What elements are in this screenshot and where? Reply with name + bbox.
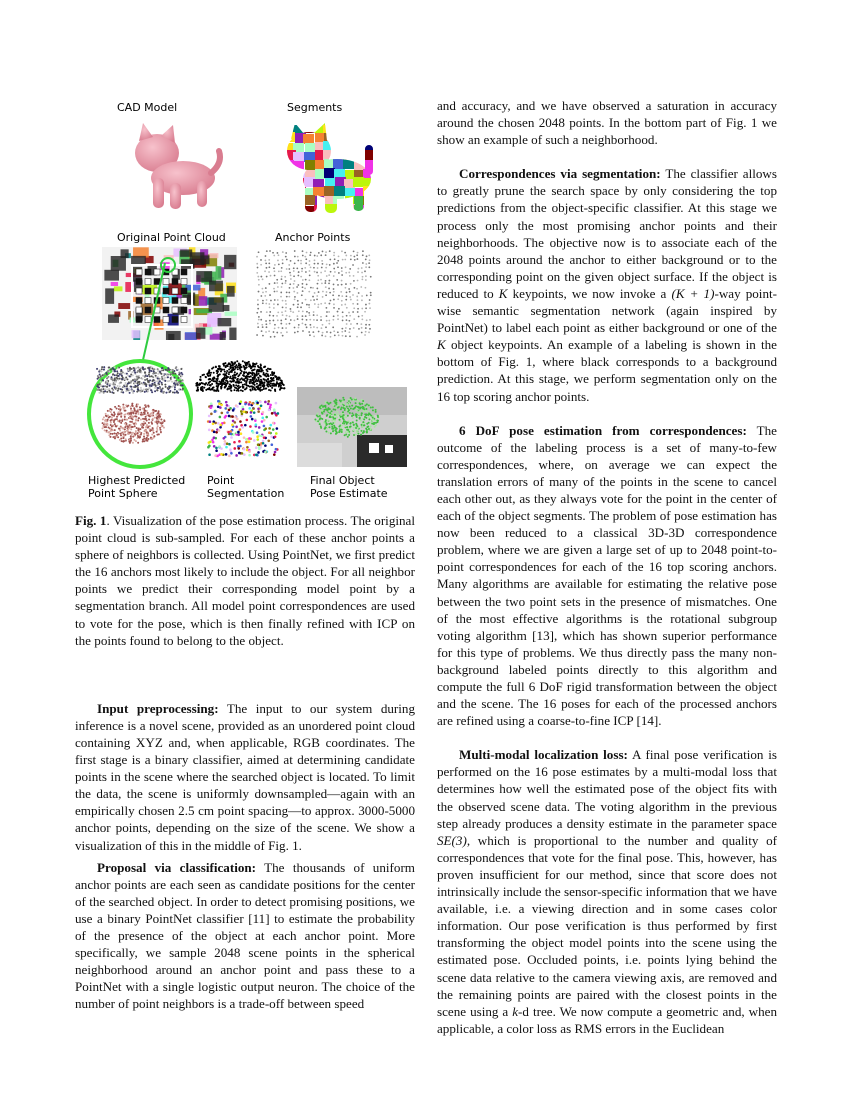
heading-input-preprocessing: Input preprocessing: (97, 700, 219, 716)
math-se3: SE(3) (437, 832, 467, 848)
math-k-small: k (512, 1003, 519, 1019)
body-input-preprocessing: The input to our system during inference is a novel scene, provided as an unordered point cloud containing XYZ and, when applicable, RGB coordinates. The first stage is a binary classifier, aimed at determining candidate points in the scene where the searched object is located. To limit the data, the scene is uniformly downsampled—again with an empirically chosen 2.5 cm point spacing—to approx. 3000-5000 anchor points, depending on the size of the scene. We show a visualization of this in the middle of Fig. 1. (75, 700, 416, 853)
highest-predicted-sphere-image (85, 357, 195, 472)
label-pose-estimate: Pose Estimate (310, 487, 388, 500)
heading-proposal-classification: Proposal via classification: (97, 859, 257, 875)
paragraph-correspondences-segmentation (437, 165, 777, 404)
body-correspondences-b: keypoints, we now invoke a (507, 285, 672, 301)
figure-1 (75, 95, 420, 505)
label-point-sphere: Point Sphere (88, 487, 158, 500)
body-correspondences-a: The classifier allows to greatly prune the search space by only considering the top predictions from the object-specific classifier. At this stage we process only the most promising anchor points and their neighborhoods. The objective now is to associate each of the 2048 points around the anchor to either background or to the corresponding point on the given object surface. If the object is reduced to (437, 166, 777, 301)
point-segmentation-image (193, 357, 288, 469)
paragraph-proposal-classification (75, 859, 415, 1013)
heading-correspondences-segmentation: Correspondences via segmentation: (459, 166, 661, 182)
body-loss-a: A final pose verification is performed on the 16 pose estimates by a multi-modal loss that determines how well the estimated pose of the object fits with the observed scene data. The voting algorithm in the previous step already produces a density estimate in the parameter space (437, 747, 777, 831)
cad-model-image (115, 123, 225, 213)
final-pose-estimate-image (297, 387, 407, 467)
label-highest-predicted: Highest Predicted (88, 474, 186, 487)
label-final-object: Final Object (310, 474, 375, 487)
label-point: Point (207, 474, 235, 487)
heading-localization-loss: Multi-modal localization loss: (459, 747, 628, 763)
body-correspondences-c: -way point-wise semantic segmentation network (again inspired by PointNet) to label each point as either background or one of the (437, 285, 777, 336)
label-segments: Segments (287, 101, 343, 114)
math-k: K (498, 285, 508, 301)
caption-text: . Visualization of the pose estimation process. The original point cloud is sub-sampled. For each of these anchor points a sphere of neighbors is collected. Using PointNet, we first predict the 16 anchors most likely to include the object. For all neighbor points we predict their corresponding model point by a segmentation branch. All model point correspondences are used to vote for the pose, which is then finally refined with ICP on the points found to belong to the object. (75, 513, 415, 648)
caption-label: Fig. 1 (75, 513, 107, 528)
body-proposal-classification: The thousands of uniform anchor points are each seen as candidate positions for the center of the searched object. In order to detect promising positions, we use a binary PointNet classifier [11] to estimate the probability of the presence of the object at each anchor point. More specifically, we sample 2048 scene points in the spherical neighborhood around an anchor point and pass these to a PointNet with a single logistic output neuron. The choice of the number of point neighbors is a trade-off between speed (75, 859, 415, 1012)
label-cad-model: CAD Model (117, 101, 178, 114)
segments-image (273, 123, 383, 218)
label-segmentation: Segmentation (207, 487, 285, 500)
paragraph-input-preprocessing (75, 700, 415, 854)
body-correspondences-d: object keypoints. An example of a labeling is shown in the bottom of Fig. 1, where black corresponds to a background prediction. At this stage, we perform segmentation only on the 16 top scoring anchor points. (437, 337, 777, 404)
heading-pose-estimation: 6 DoF pose estimation from correspondences: (459, 422, 747, 438)
body-pose-estimation: The outcome of the labeling process is a set of many-to-few correspondences, where, on average we can expect the translation errors of many of the points in the scene to cancel each other out, as they always vote for the point in the center of each of the object segments. The problem of pose estimation has now been reduced to a classical 3D-3D correspondence problem, where we are given a large set of up to 2048 point-to-point correspondences for each of the 16 top scoring anchors. Many algorithms are available for estimating the relative pose between the two point sets in the presence of mismatches. One of the most effective algorithms is the rotational subgroup voting algorithm [13], which has shown superior performance for this type of problems. We thus directly pass the many non-background labeled points directly to this algorithm and compute the full 6 DoF rigid transformation between the object and the scene. The 16 poses for each of the processed anchors are refined using a coarse-to-fine ICP [14]. (437, 422, 777, 729)
body-loss-b: , which is proportional to the number and quality of correspondences that vote for the final pose. This, however, has proven insufficient for our method, since that score does not intrinsically include the sensor-specific information that we have available, i.e. a viewing direction and in some cases color information. Our pose verification is thus performed by first transforming the object model points into the scene using the estimated pose. Occluded points, i.e. points lying behind the scene data relative to the camera viewing axis, are removed and the remaining points are paired with the closest points in the scene using a (437, 832, 777, 1019)
math-k-plus-one: (K + 1) (671, 285, 715, 301)
left-column (75, 512, 415, 1012)
body-loss-c: -d tree. We now compute a geometric and, when applicable, a color loss as RMS errors in the Euclidean (437, 1003, 777, 1036)
paragraph-continuation: and accuracy, and we have observed a saturation in accuracy around the chosen 2048 points. In the bottom part of Fig. 1 we show an example of such a neighborhood. (437, 98, 777, 148)
anchor-points-image (255, 247, 375, 339)
connector-line (135, 255, 175, 365)
segment-patches (273, 123, 383, 218)
paragraph-localization-loss (437, 746, 777, 1037)
label-anchor-points: Anchor Points (275, 231, 351, 244)
figure-caption (75, 512, 415, 649)
paragraph-pose-estimation (437, 422, 777, 730)
right-column (437, 97, 777, 1037)
math-k: K (437, 337, 446, 353)
label-original-point-cloud: Original Point Cloud (117, 231, 226, 244)
